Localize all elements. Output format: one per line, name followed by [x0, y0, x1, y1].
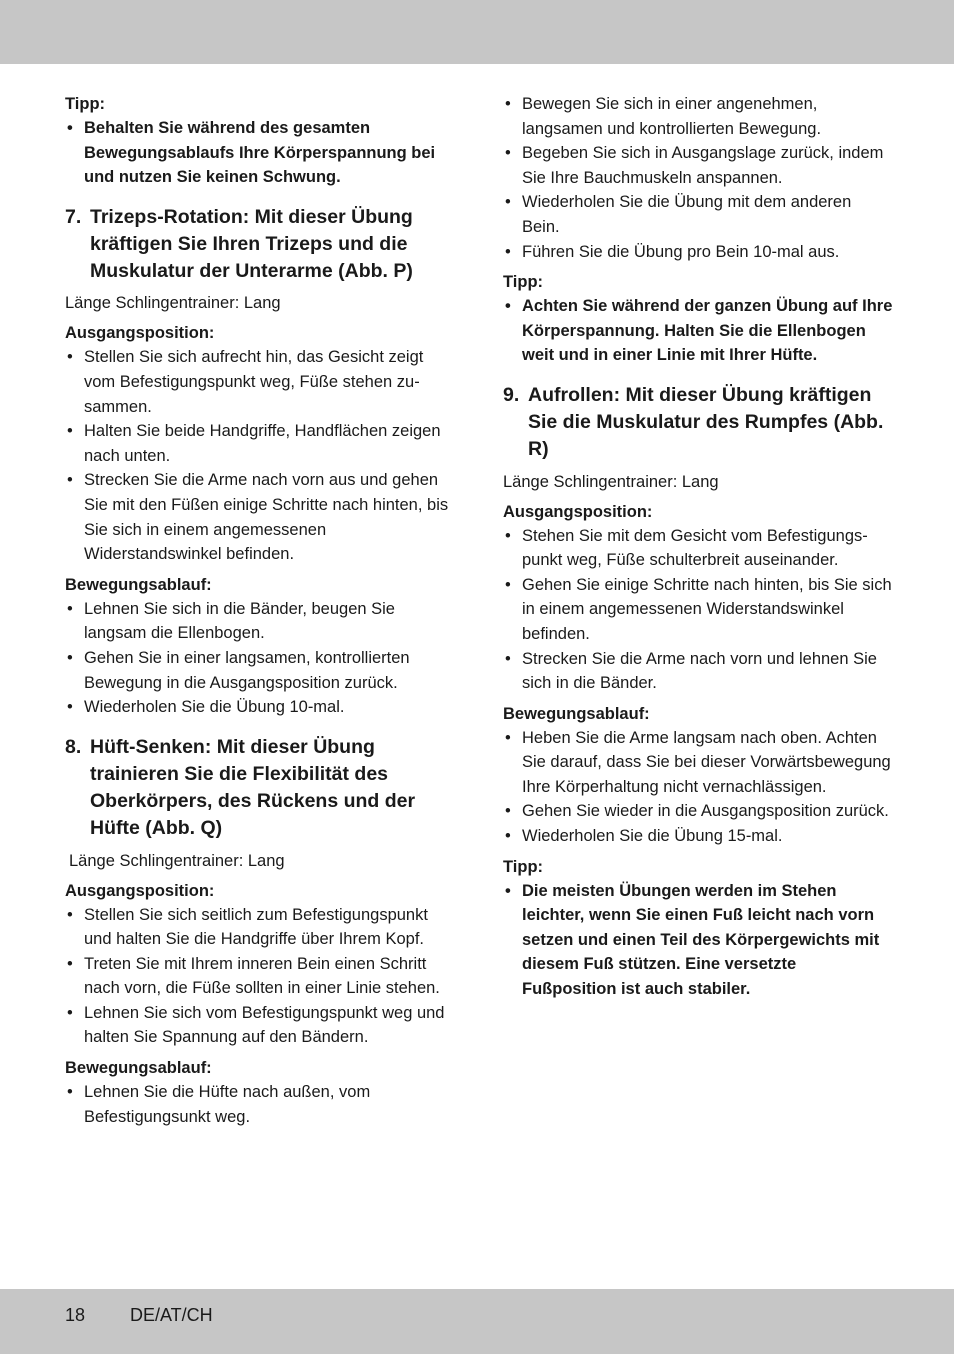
- start-position-label: Ausgangsposition:: [503, 502, 653, 521]
- page-number: 18: [65, 1305, 86, 1325]
- start-position-list: [65, 903, 450, 1051]
- list-item: • Stehen Sie mit dem Gesicht vom Befestigungspunkt weg, Füße schulterbreit auseinander.: [503, 524, 893, 573]
- list-item: • Gehen Sie einige Schritte nach hinten, bis Sie sich in einem angemessenen Widerstandswinkel befinden.: [503, 573, 893, 647]
- bullet-icon: •: [67, 348, 73, 367]
- list-item: • Wiederholen Sie die Übung 10-mal.: [65, 695, 450, 720]
- list-item: • Führen Sie die Übung pro Bein 10-mal aus.: [503, 240, 893, 265]
- bullet-icon: •: [505, 144, 511, 163]
- list-item: • Gehen Sie wieder in die Ausgangsposition zurück.: [503, 799, 893, 824]
- bullet-icon: •: [67, 905, 73, 924]
- section-heading-7: 7. Trizeps-Rotation: Mit dieser Übung kräftigen Sie Ihren Trizeps und die Muskulatur der Unterarme (Abb. P): [65, 205, 413, 283]
- tip-label: Tipp:: [503, 273, 544, 292]
- bullet-icon: •: [505, 802, 511, 821]
- list-item: • Heben Sie die Arme langsam nach oben. Achten Sie darauf, dass Sie bei dieser Vorwärtsbewegung Ihre Körperhaltung nicht vernachlässigen.: [503, 726, 893, 800]
- region-label: DE/AT/CH: [130, 1305, 213, 1325]
- right-column: [503, 92, 893, 1002]
- list-item: • Stellen Sie sich aufrecht hin, das Gesicht zeigt vom Befestigungspunkt weg, Füße stehen zusammen.: [65, 345, 450, 419]
- bullet-icon: •: [67, 698, 73, 717]
- list-item: • Gehen Sie in einer langsamen, kontrollierten Bewegung in die Ausgangsposition zurück.: [65, 646, 450, 695]
- list-item: • Lehnen Sie sich vom Befestigungspunkt weg und halten Sie Spannung auf den Bändern.: [65, 1001, 450, 1050]
- movement-label: Bewegungsablauf:: [65, 575, 212, 594]
- section-heading-9: 9. Aufrollen: Mit dieser Übung kräftigen Sie die Muskulatur des Rumpfes (Abb. R): [503, 383, 884, 461]
- list-item: • Begeben Sie sich in Ausgangslage zurück, indem Sie Ihre Bauchmuskeln anspannen.: [503, 141, 893, 190]
- list-item: • Wiederholen Sie die Übung 15-mal.: [503, 824, 893, 849]
- list-item: • Halten Sie beide Handgriffe, Handflächen zeigen nach unten.: [65, 419, 450, 468]
- list-item: • Wiederholen Sie die Übung mit dem anderen Bein.: [503, 190, 893, 239]
- start-position-label: Ausgangsposition:: [65, 881, 215, 900]
- bullet-icon: •: [67, 471, 73, 490]
- list-item: • Die meisten Übungen werden im Stehen leichter, wenn Sie einen Fuß leicht nach vorn setzen und einen Teil des Körpergewichts mit diesem Fuß stützen. Eine versetzte Fußposition ist auch stabiler.: [503, 879, 893, 1002]
- list-item: • Lehnen Sie die Hüfte nach außen, vom Befestigungsunkt weg.: [65, 1080, 450, 1129]
- bullet-icon: •: [67, 1083, 73, 1102]
- bullet-icon: •: [67, 422, 73, 441]
- movement-label: Bewegungsablauf:: [65, 1059, 212, 1078]
- start-position-list: [65, 345, 450, 566]
- bullet-icon: •: [67, 599, 73, 618]
- tip-label: Tipp:: [503, 857, 544, 876]
- bullet-icon: •: [505, 728, 511, 747]
- movement-list: [65, 597, 450, 720]
- section-heading-8: 8. Hüft-Senken: Mit dieser Übung trainieren Sie die Flexibilität des Oberkörpers, des Rückens und der Hüfte (Abb. Q): [65, 735, 416, 840]
- footer-bar: [0, 1289, 954, 1354]
- list-item: • Behalten Sie während des gesamten Bewegungsablaufs Ihre Körperspannung bei und nutzen Sie keinen Schwung.: [65, 116, 450, 190]
- trainer-length: Länge Schlingentrainer: Lang: [503, 472, 719, 491]
- continued-movement-list: [503, 92, 893, 264]
- bullet-icon: •: [67, 119, 73, 137]
- bullet-icon: •: [505, 242, 511, 261]
- bullet-icon: •: [505, 297, 511, 316]
- bullet-icon: •: [67, 954, 73, 973]
- bullet-icon: •: [505, 649, 511, 668]
- header-bar: [0, 0, 954, 64]
- trainer-length: Länge Schlingentrainer: Lang: [69, 851, 285, 870]
- bullet-icon: •: [67, 648, 73, 667]
- bullet-icon: •: [505, 827, 511, 846]
- bullet-icon: •: [505, 193, 511, 212]
- list-item: • Strecken Sie die Arme nach vorn und lehnen Sie sich in die Bänder.: [503, 647, 893, 696]
- list-item: • Stellen Sie sich seitlich zum Befestigungspunkt und halten Sie die Handgriffe über Ihrem Kopf.: [65, 903, 450, 952]
- movement-list: [65, 1080, 450, 1129]
- list-item: • Treten Sie mit Ihrem inneren Bein einen Schritt nach vorn, die Füße sollten in einer Linie stehen.: [65, 952, 450, 1001]
- tip-list: [503, 879, 893, 1002]
- bullet-icon: •: [505, 881, 511, 900]
- tip-list: [503, 294, 893, 368]
- bullet-icon: •: [505, 95, 511, 113]
- tip-list: [65, 116, 450, 190]
- tip-label: Tipp:: [65, 95, 106, 113]
- list-item: • Strecken Sie die Arme nach vorn aus und gehen Sie mit den Füßen einige Schritte nach hinten, bis Sie sich in einem angemessenen Widerstandswinkel befinden.: [65, 468, 450, 566]
- start-position-label: Ausgangsposition:: [65, 324, 215, 343]
- left-column: [65, 92, 450, 1129]
- bullet-icon: •: [505, 526, 511, 545]
- bullet-icon: •: [505, 575, 511, 594]
- list-item: • Lehnen Sie sich in die Bänder, beugen Sie langsam die Ellenbogen.: [65, 597, 450, 646]
- trainer-length: Länge Schlingentrainer: Lang: [65, 294, 281, 313]
- list-item: • Achten Sie während der ganzen Übung auf Ihre Körperspannung. Halten Sie die Ellenbogen weit und in einer Linie mit Ihrer Hüfte.: [503, 294, 893, 368]
- list-item: • Bewegen Sie sich in einer angenehmen, langsamen und kontrollierten Bewegung.: [503, 92, 893, 141]
- movement-label: Bewegungsablauf:: [503, 704, 650, 723]
- bullet-icon: •: [67, 1003, 73, 1022]
- start-position-list: [503, 524, 893, 696]
- movement-list: [503, 726, 893, 849]
